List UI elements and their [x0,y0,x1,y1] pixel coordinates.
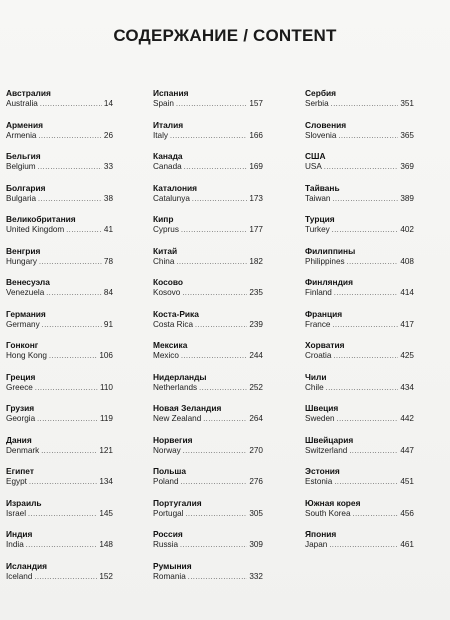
country-name-en: Cyprus [153,225,179,234]
country-name-en: South Korea [305,508,351,518]
toc-line [153,445,263,457]
toc-entry [153,435,263,467]
toc-line [153,350,263,362]
toc-line [305,98,414,110]
page-number: 121 [99,445,113,455]
country-name-en: Australia [6,99,38,108]
page-number: 173 [249,193,263,203]
page-number: 408 [400,256,414,266]
toc-line [305,382,414,394]
toc-entry [153,277,263,309]
page-number: 414 [400,288,414,297]
page-number: 177 [249,225,263,234]
toc-line [153,161,263,173]
toc-line [153,476,263,488]
dot-leader [39,131,102,142]
dot-leader [332,225,399,236]
country-name-en: Armenia [6,130,37,140]
country-name-ru: Бельгия [6,151,41,161]
country-name-ru: Гонконг [6,340,39,350]
dot-leader [353,509,399,520]
toc-line [6,571,113,583]
country-name-en: Portugal [153,508,184,518]
country-name-ru: Исландия [6,560,48,571]
country-name-ru: Филиппины [305,245,356,256]
page-number: 270 [249,445,263,455]
dot-leader [188,572,248,583]
country-name-ru: Венесуэла [6,277,50,287]
toc-line [305,193,414,205]
page-number: 41 [103,225,113,234]
dot-leader [186,509,248,520]
toc-line [6,161,113,173]
page-number: 456 [400,508,414,518]
country-name-ru: Косово [153,277,184,287]
dot-leader [195,320,247,331]
country-name-ru: Чили [305,371,327,382]
country-name-ru: Германия [6,308,46,319]
page-number: 119 [99,414,113,423]
country-name-ru: Финляндия [305,277,353,287]
toc-line [305,161,414,173]
country-name-en: Chile [305,382,324,392]
page-number: 235 [249,288,263,297]
dot-leader [333,194,399,205]
toc-entry [153,88,263,120]
page-number: 434 [400,382,414,392]
dot-leader [170,131,247,142]
toc-line [6,287,113,299]
country-name-ru: Китай [153,245,178,256]
toc-entry [305,309,414,341]
page-number: 239 [249,319,263,329]
toc-line [153,571,263,583]
country-name-ru: Швейцария [305,434,354,445]
toc-entry [305,435,414,467]
toc-entry [153,498,263,530]
toc-line [6,508,113,520]
dot-leader [326,383,399,394]
toc-entry [6,435,113,467]
toc-line [153,130,263,142]
toc-line [6,476,113,488]
toc-entry [305,88,414,120]
page-number: 461 [400,540,414,549]
toc-entry [305,529,414,561]
country-name-en: Norway [153,445,181,455]
toc-line [305,445,414,457]
country-name-en: Turkey [305,225,330,234]
country-name-ru: Индия [6,529,33,539]
dot-leader [331,99,399,110]
toc-entry [6,214,113,246]
country-name-ru: Египет [6,466,34,476]
dot-leader [46,288,102,299]
page-number: 157 [249,99,263,108]
dot-leader [37,414,98,425]
toc-entry [6,309,113,341]
toc-line [153,256,263,268]
toc-line [305,508,414,520]
toc-entry [6,246,113,278]
country-name-ru: Южная корея [305,497,361,508]
country-name-en: Venezuela [6,288,45,297]
country-name-en: Sweden [305,414,335,423]
dot-leader [183,446,248,457]
toc-line [6,350,113,362]
toc-entry [153,340,263,372]
toc-line [6,319,113,331]
toc-line [6,98,113,110]
toc-entry [153,309,263,341]
page-number: 152 [99,571,113,581]
dot-leader [192,194,247,205]
country-name-en: Bulgaria [6,193,37,203]
country-name-en: Italy [153,130,169,140]
toc-line [153,382,263,394]
toc-entry [305,120,414,152]
page-number: 305 [249,508,263,518]
page-number: 309 [249,540,263,549]
dot-leader [38,162,102,173]
country-name-ru: Кипр [153,214,174,224]
toc-line [305,319,414,331]
country-name-en: Japan [305,540,328,549]
dot-leader [347,257,399,268]
toc-entry [6,403,113,435]
dot-leader [26,540,98,551]
country-name-ru: Франция [305,308,343,319]
dot-leader [180,540,247,551]
toc-line [6,256,113,268]
country-name-ru: Турция [305,214,335,224]
country-name-en: China [153,256,175,266]
country-name-ru: Мексика [153,340,188,350]
country-name-ru: Эстония [305,466,340,476]
page-number: 148 [99,540,113,549]
dot-leader [42,320,102,331]
country-name-en: Hong Kong [6,351,47,360]
page-number: 91 [103,319,113,329]
toc-line [153,287,263,299]
country-name-en: Poland [153,477,179,486]
country-name-en: Hungary [6,256,37,266]
toc-line [6,413,113,425]
country-name-en: France [305,319,331,329]
country-name-en: Estonia [305,477,333,486]
country-name-ru: Норвегия [153,434,193,445]
toc-entry [305,403,414,435]
country-name-en: Taiwan [305,193,331,203]
toc-entry [305,246,414,278]
country-name-ru: Армения [6,119,44,130]
page-number: 26 [103,130,113,140]
country-name-en: Spain [153,99,174,108]
toc-line [305,476,414,488]
toc-entry [6,120,113,152]
toc-line [153,508,263,520]
toc-entry [305,372,414,404]
page-number: 244 [249,351,263,360]
toc-line [305,350,414,362]
toc-entry [305,340,414,372]
toc-entry [153,183,263,215]
toc-line [6,539,113,551]
country-name-ru: Румыния [153,560,192,571]
country-name-ru: Болгария [6,182,46,193]
country-name-en: Egypt [6,477,27,486]
toc-entry [153,120,263,152]
page-number: 106 [99,351,113,360]
page-number: 145 [99,508,113,518]
country-name-ru: Канада [153,151,183,161]
dot-leader [40,99,102,110]
page-number: 78 [103,256,113,266]
country-name-en: New Zealand [153,414,202,423]
dot-leader [334,477,398,488]
page-number: 33 [103,162,113,171]
toc-entry [6,466,113,498]
country-name-ru: Нидерланды [153,371,207,382]
page-number: 447 [400,445,414,455]
toc-line [305,539,414,551]
country-name-en: Russia [153,540,179,549]
toc-entry [6,151,113,183]
country-name-ru: США [305,151,326,161]
toc-line [305,256,414,268]
country-name-ru: Италия [153,119,184,130]
toc-entry [153,529,263,561]
toc-line [153,98,263,110]
page-number: 14 [103,99,113,108]
dot-leader [38,194,102,205]
country-name-en: Serbia [305,99,329,108]
country-name-ru: Словения [305,119,347,130]
toc-line [6,193,113,205]
country-name-en: Germany [6,319,40,329]
country-name-ru: Новая Зеландия [153,403,222,413]
country-name-ru: Испания [153,88,189,98]
country-name-ru: Греция [6,371,36,382]
toc-line [305,130,414,142]
toc-entry [305,183,414,215]
page-number: 389 [400,193,414,203]
toc-entry [305,498,414,530]
page-number: 451 [400,477,414,486]
toc-entry [153,403,263,435]
dot-leader [28,509,97,520]
page-number: 169 [249,162,263,171]
page-number: 365 [400,130,414,140]
contents-column-1 [6,88,113,592]
dot-leader [66,225,102,236]
page-number: 264 [249,414,263,423]
page-number: 166 [249,130,263,140]
dot-leader [49,351,97,362]
page-number: 351 [400,99,414,108]
toc-line [305,413,414,425]
toc-entry [6,88,113,120]
page-number: 276 [249,477,263,486]
country-name-en: Greece [6,382,33,392]
page-number: 182 [249,256,263,266]
dot-leader [203,414,247,425]
toc-line [6,130,113,142]
toc-entry [153,246,263,278]
dot-leader [35,383,98,394]
toc-line [305,224,414,236]
dot-leader [29,477,97,488]
toc-line [6,224,113,236]
dot-leader [338,131,398,142]
toc-entry [305,214,414,246]
toc-line [6,445,113,457]
country-name-en: United Kingdom [6,225,65,234]
country-name-en: Netherlands [153,382,198,392]
country-name-ru: Израиль [6,497,42,508]
country-name-ru: Польша [153,466,187,476]
toc-line [153,539,263,551]
dot-leader [349,446,398,457]
toc-line [153,224,263,236]
dot-leader [324,162,398,173]
dot-leader [199,383,247,394]
country-name-en: Israel [6,508,27,518]
dot-leader [34,572,97,583]
country-name-en: Iceland [6,571,33,581]
country-name-ru: Венгрия [6,245,41,256]
country-name-en: Catalunya [153,193,190,203]
country-name-ru: Португалия [153,497,202,508]
country-name-ru: Дания [6,434,32,445]
page-number: 425 [400,351,414,360]
toc-entry [153,466,263,498]
toc-line [153,319,263,331]
country-name-en: Georgia [6,414,36,423]
dot-leader [41,446,97,457]
toc-line [6,382,113,394]
country-name-en: Romania [153,571,186,581]
country-name-ru: Австралия [6,88,51,98]
dot-leader [333,351,398,362]
page-number: 84 [103,288,113,297]
dot-leader [181,225,247,236]
page-number: 369 [400,162,414,171]
page-number: 332 [249,571,263,581]
country-name-en: Belgium [6,162,36,171]
country-name-ru: Швеция [305,403,339,413]
toc-entry [6,372,113,404]
dot-leader [181,351,247,362]
toc-entry [6,277,113,309]
dot-leader [182,288,247,299]
country-name-en: Croatia [305,351,332,360]
toc-line [153,193,263,205]
toc-entry [305,466,414,498]
country-name-ru: Япония [305,529,337,539]
page-number: 110 [99,382,113,392]
page-number: 252 [249,382,263,392]
country-name-en: Mexico [153,351,179,360]
country-name-en: Finland [305,288,332,297]
country-name-en: Costa Rica [153,319,194,329]
country-name-ru: Сербия [305,88,337,98]
page-number: 402 [400,225,414,234]
dot-leader [334,288,398,299]
country-name-en: India [6,540,24,549]
page-number: 134 [99,477,113,486]
country-name-ru: Тайвань [305,182,340,193]
toc-entry [153,151,263,183]
page-number: 442 [400,414,414,423]
toc-entry [305,277,414,309]
toc-entry [153,561,263,593]
country-name-en: Switzerland [305,445,348,455]
page-number: 417 [400,319,414,329]
country-name-ru: Великобритания [6,214,76,224]
country-name-en: Canada [153,162,182,171]
dot-leader [39,257,102,268]
country-name-ru: Россия [153,529,183,539]
toc-line [153,413,263,425]
contents-column-3 [305,88,414,561]
country-name-en: Slovenia [305,130,337,140]
toc-entry [6,183,113,215]
dot-leader [329,540,398,551]
country-name-en: Denmark [6,445,40,455]
country-name-ru: Грузия [6,403,35,413]
toc-line [305,287,414,299]
page-title: СОДЕРЖАНИЕ / CONTENT [113,26,337,45]
country-name-ru: Коста-Рика [153,308,199,319]
dot-leader [337,414,399,425]
dot-leader [181,477,248,488]
contents-column-2 [153,88,263,592]
toc-entry [6,340,113,372]
toc-entry [6,498,113,530]
country-name-ru: Хорватия [305,340,345,350]
page-number: 38 [103,193,113,203]
dot-leader [176,99,247,110]
country-name-en: Kosovo [153,288,181,297]
country-name-ru: Каталония [153,182,198,193]
country-name-en: USA [305,162,322,171]
toc-entry [6,561,113,593]
country-name-en: Philippines [305,256,345,266]
toc-entry [305,151,414,183]
toc-entry [6,529,113,561]
dot-leader [184,162,248,173]
toc-entry [153,372,263,404]
toc-entry [153,214,263,246]
dot-leader [176,257,247,268]
dot-leader [332,320,398,331]
